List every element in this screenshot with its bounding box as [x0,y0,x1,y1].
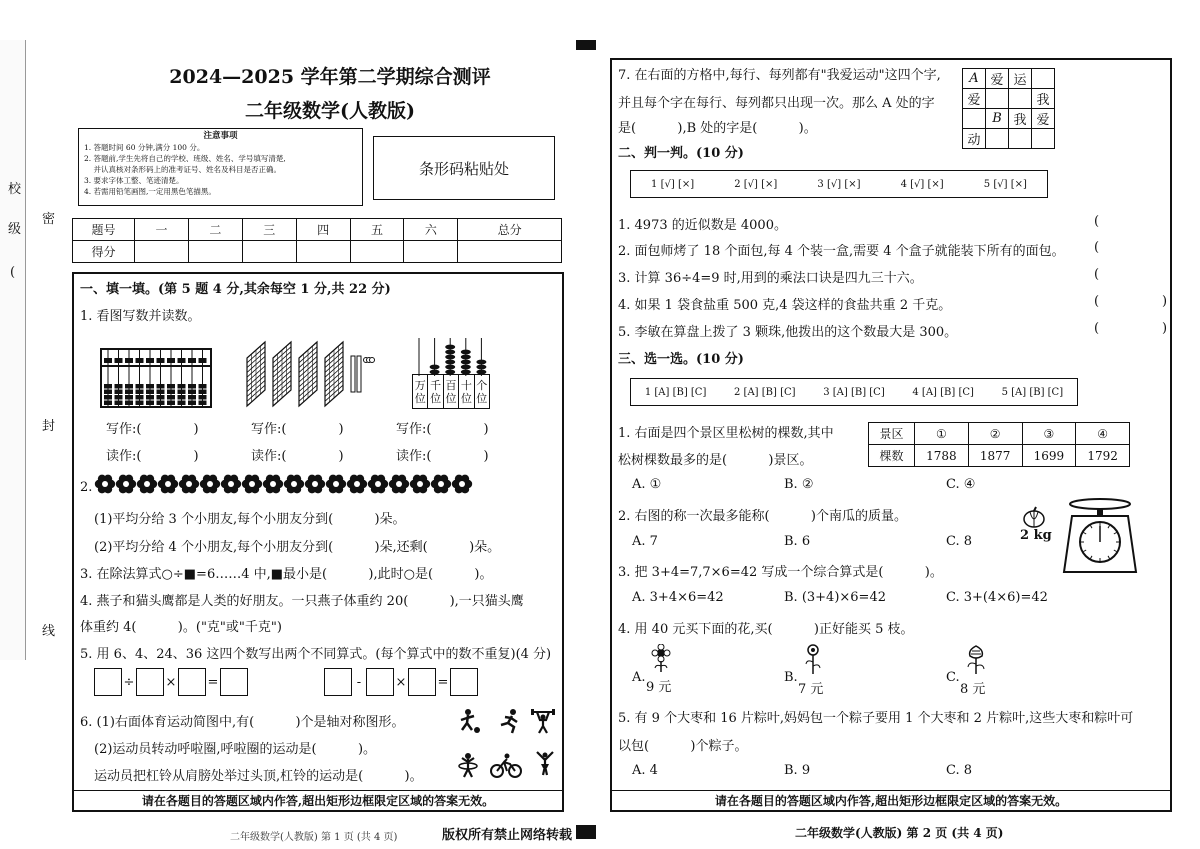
q1-prompt: 1. 看图写数并读数。 [80,309,201,324]
pine-tree-table [868,422,1130,467]
score-cell[interactable] [458,241,562,263]
number-box[interactable] [408,668,436,696]
open-paren: ( [1094,321,1100,336]
place-value-table [412,374,490,409]
pine-header-cell: 景区 [869,423,915,445]
binding-char: 校 [8,182,22,197]
grid-cell: 爱 [963,89,986,109]
football-player-icon [455,708,481,734]
abacus-image [100,348,212,408]
close-paren: ) [1162,321,1168,336]
grid-cell: 爱 [986,69,1009,89]
judge-answer-slot[interactable] [1094,267,1166,282]
flower-c-icon [964,644,988,674]
grid-cell [986,129,1009,149]
operator: × [395,674,407,690]
judge-item: 4. 如果 1 袋食盐重 500 克,4 袋这样的食盐共重 2 千克。 [618,298,952,313]
score-header-cell: 四 [296,219,350,241]
grid-cell: A [963,69,986,89]
scale-icon [1060,498,1140,576]
binding-char: 线 [42,624,56,639]
read-label: 读作:( [396,449,432,464]
cyclist-icon [490,752,522,778]
section1-heading: 一、填一填。(第 5 题 4 分,其余每空 1 分,共 22 分) [80,282,391,297]
pine-cell: 1788 [915,445,969,467]
q7-text-a: 7. 在右面的方格中,每行、每列都有"我爱运动"这四个字, [618,68,941,83]
score-cell[interactable] [242,241,296,263]
close-paren: ) [483,449,489,464]
place-label: 万位 [413,375,428,409]
judge-answer-slot[interactable] [1094,214,1166,229]
judge-item: 1. 4973 的近似数是 4000。 [618,218,787,233]
alignment-marker [576,40,596,50]
exam-subtitle: 二年级数学(人教版) [245,100,415,122]
choice-option[interactable]: B. ② [784,477,814,492]
judge-answer-slot[interactable] [1094,294,1166,309]
open-paren: ( [1094,240,1100,255]
notice-item: 并认真核对条形码上的准考证号、姓名及科目是否正确。 [84,165,282,174]
pine-header-cell: ② [968,423,1022,445]
choice-option[interactable]: B. 6 [784,534,811,549]
choice-bubble-group[interactable]: 4 [A] [B] [C] [912,386,974,398]
c1-text-b: 松树棵数最多的是( )景区。 [618,453,813,468]
score-cell[interactable] [350,241,404,263]
binding-strip [0,40,58,660]
q2-part-b: (2)平均分给 4 个小朋友,每个小朋友分到( )朵,还剩( )朵。 [94,540,501,555]
notice-heading: 注意事项 [203,131,238,141]
judge-bubble-group[interactable]: 1 [√] [×] [651,178,695,190]
notice-item: 1. 答题时间 60 分钟,满分 100 分。 [84,143,205,152]
choice-option[interactable]: C. 8 [946,763,973,778]
operator: - [356,674,362,690]
choice-option[interactable]: C. 3+(4×6)=42 [946,590,1048,605]
barcode-area [373,136,555,200]
close-paren: ) [1162,294,1168,309]
place-label: 千位 [428,375,443,409]
grid-cell [986,89,1009,109]
pine-header-cell: ④ [1076,423,1130,445]
judge-answer-slot[interactable] [1094,240,1166,255]
binding-char: 密 [42,212,56,227]
score-cell[interactable] [188,241,242,263]
pine-header-cell: ① [915,423,969,445]
notice-box [78,128,363,206]
score-row-label: 得分 [73,241,135,263]
q5-equation-2 [324,668,478,696]
open-paren: ( [1094,294,1100,309]
c1-text-a: 1. 右面是四个景区里松树的棵数,其中 [618,426,834,441]
c2-text: 2. 右图的称一次最多能称( )个南瓜的质量。 [618,509,908,524]
option-letter: B. [784,670,798,685]
hula-hoop-icon [455,752,481,778]
pumpkin-icon [1022,506,1046,528]
q4-text-b: 体重约 4( )。("克"或"千克") [80,620,282,635]
close-paren: ) [193,449,199,464]
number-box[interactable] [324,668,352,696]
choice-bubble-group[interactable]: 1 [A] [B] [C] [644,386,707,398]
weightlifter-icon [530,708,556,734]
choice-option[interactable]: B. 9 [784,763,811,778]
c4-option-b[interactable] [784,644,864,697]
grid-cell: B [986,109,1009,129]
score-header-cell: 题号 [73,219,135,241]
q5-equation-1 [94,668,248,696]
score-header-cell: 总分 [458,219,562,241]
judge-answer-slot[interactable] [1094,321,1166,336]
right-page-info: 二年级数学(人教版) 第 2 页 (共 4 页) [795,826,1004,840]
option-price: 9 元 [646,680,672,695]
notice-item: 2. 答题前,学生先将自己的学校、班级、姓名、学号填写清楚, [84,154,286,163]
score-table [72,218,562,263]
number-box[interactable] [94,668,122,696]
open-paren: ( [1094,214,1100,229]
choice-option[interactable]: A. 3+4×6=42 [632,590,724,605]
choice-option[interactable]: C. ④ [946,477,976,492]
close-paren: ) [193,422,199,437]
q6-text-c: 运动员把杠铃从肩膀处举过头顶,杠铃的运动是( )。 [94,769,423,784]
flower-a-icon [648,644,674,672]
grid-cell [1032,129,1055,149]
operator: = [207,674,219,690]
number-box[interactable] [136,668,164,696]
place-label: 十位 [459,375,474,409]
choice-option[interactable]: A. 7 [632,534,658,549]
score-header-cell: 一 [135,219,189,241]
q4-text-a: 4. 燕子和猫头鹰都是人类的好朋友。一只燕子体重约 20( ),一只猫头鹰 [80,594,524,609]
operator: ÷ [123,674,135,690]
close-paren: ) [338,449,344,464]
score-header-cell: 三 [242,219,296,241]
choice-option[interactable]: B. (3+4)×6=42 [784,590,886,605]
pine-cell: 1699 [1022,445,1076,467]
exam-title: 2024—2025 学年第二学期综合测评 [169,66,491,88]
choice-bubble-group[interactable]: 3 [A] [B] [C] [823,386,885,398]
judge-bubble-group[interactable]: 3 [√] [×] [817,178,861,190]
place-label: 个位 [474,375,489,409]
grid-cell: 爱 [1032,109,1055,129]
number-box[interactable] [178,668,206,696]
q7-text-b: 并且每个字在每行、每列都只出现一次。那么 A 处的字 [618,96,935,111]
write-label: 写作:( [106,422,142,437]
grid-cell [1009,89,1032,109]
c5-text-a: 5. 有 9 个大枣和 16 片粽叶,妈妈包一个粽子要用 1 个大枣和 2 片粽叶,这些大枣和粽叶可 [618,711,1134,726]
counting-frame-image [410,338,492,376]
choice-option[interactable]: A. ① [632,477,662,492]
score-cell[interactable] [296,241,350,263]
score-header-cell: 二 [188,219,242,241]
close-paren: ) [338,422,344,437]
copyright-notice: 版权所有禁止网络转载 [442,828,573,843]
q2-part-a: (1)平均分给 3 个小朋友,每个小朋友分到( )朵。 [94,512,406,527]
q7-text-c: 是( ),B 处的字是( )。 [618,121,817,136]
score-header-cell: 五 [350,219,404,241]
choice-option[interactable]: C. 8 [946,534,973,549]
option-price: 7 元 [798,682,824,697]
place-label: 百位 [443,375,458,409]
left-page-info: 二年级数学(人教版) 第 1 页 (共 4 页) [230,832,398,843]
right-warning-footer: 请在各题目的答题区域内作答,超出矩形边框限定区域的答案无效。 [610,790,1172,812]
q6-text-a: 6. (1)右面体育运动简图中,有( )个是轴对称图形。 [80,715,405,730]
c4-option-a[interactable] [632,644,712,694]
section2-heading: 二、判一判。(10 分) [618,146,744,161]
pine-cell: 1877 [968,445,1022,467]
flower-b-icon [802,644,824,674]
judge-bubble-group[interactable]: 4 [√] [×] [900,178,944,190]
option-letter: A. [632,670,646,685]
judge-bubble-group[interactable]: 2 [√] [×] [734,178,778,190]
read-label: 读作:( [251,449,287,464]
choice-answer-bar [630,378,1078,406]
dancer-icon [532,750,558,776]
close-paren: ) [483,422,489,437]
section3-heading: 三、选一选。(10 分) [618,352,744,367]
runner-icon [497,708,523,734]
notice-item: 4. 若需用铅笔画图,一定用黑色笔描黑。 [84,187,216,196]
read-label: 读作:( [106,449,142,464]
judge-answer-bar [630,170,1048,198]
place-value-blocks-image [245,340,375,408]
judge-item: 2. 面包师烤了 18 个面包,每 4 个装一盒,需要 4 个盒子就能装下所有的面包。 [618,244,1065,259]
operator: × [165,674,177,690]
option-letter: C. [946,670,960,685]
operator: = [437,674,449,690]
c3-text: 3. 把 3+4=7,7×6=42 写成一个综合算式是( )。 [618,565,943,580]
judge-item: 5. 李敏在算盘上拨了 3 颗珠,他拨出的这个数最大是 300。 [618,325,958,340]
write-label: 写作:( [396,422,432,437]
barcode-label: 条形码粘贴处 [418,159,509,178]
write-label: 写作:( [251,422,287,437]
q6-text-b: (2)运动员转动呼啦圈,呼啦圈的运动是( )。 [94,742,377,757]
pumpkin-weight-label: 2 kg [1020,528,1052,543]
binding-char: 封 [42,419,56,434]
pine-cell: 1792 [1076,445,1130,467]
c5-text-b: 以包( )个粽子。 [618,739,748,754]
choice-bubble-group[interactable]: 5 [A] [B] [C] [1001,386,1064,398]
number-box[interactable] [450,668,478,696]
grid-cell [963,109,986,129]
grid-cell: 我 [1009,109,1032,129]
number-box[interactable] [220,668,248,696]
score-cell[interactable] [135,241,189,263]
number-box[interactable] [366,668,394,696]
c4-text: 4. 用 40 元买下面的花,买( )正好能买 5 枝。 [618,622,914,637]
pine-header-cell: ③ [1022,423,1076,445]
notice-item: 3. 要求字体工整、笔迹清楚。 [84,176,184,185]
grid-cell [1009,129,1032,149]
binding-char: 级 [8,222,22,237]
grid-cell: 我 [1032,89,1055,109]
q3-text: 3. 在除法算式○÷■=6……4 中,■最小是( ),此时○是( )。 [80,567,493,582]
grid-cell [1032,69,1055,89]
binding-char: ( [10,265,16,280]
c4-option-c[interactable] [946,644,1026,697]
pine-row-label: 棵数 [869,445,915,467]
grid-cell: 运 [1009,69,1032,89]
open-paren: ( [1094,267,1100,282]
choice-bubble-group[interactable]: 2 [A] [B] [C] [734,386,796,398]
alignment-marker [576,825,596,839]
q5-text: 5. 用 6、4、24、36 这四个数写出两个不同算式。(每个算式中的数不重复)(4 分) [80,647,552,662]
judge-item: 3. 计算 36÷4=9 时,用到的乘法口诀是四九三十六。 [618,271,923,286]
word-grid [962,68,1055,149]
option-price: 8 元 [960,682,986,697]
choice-option[interactable]: A. 4 [632,763,658,778]
score-cell[interactable] [404,241,458,263]
judge-bubble-group[interactable]: 5 [√] [×] [983,178,1027,190]
grid-cell: 动 [963,129,986,149]
flower-row-image [94,471,494,497]
q2-number: 2. [80,480,93,495]
score-header-cell: 六 [404,219,458,241]
left-warning-footer: 请在各题目的答题区域内作答,超出矩形边框限定区域的答案无效。 [72,790,564,812]
